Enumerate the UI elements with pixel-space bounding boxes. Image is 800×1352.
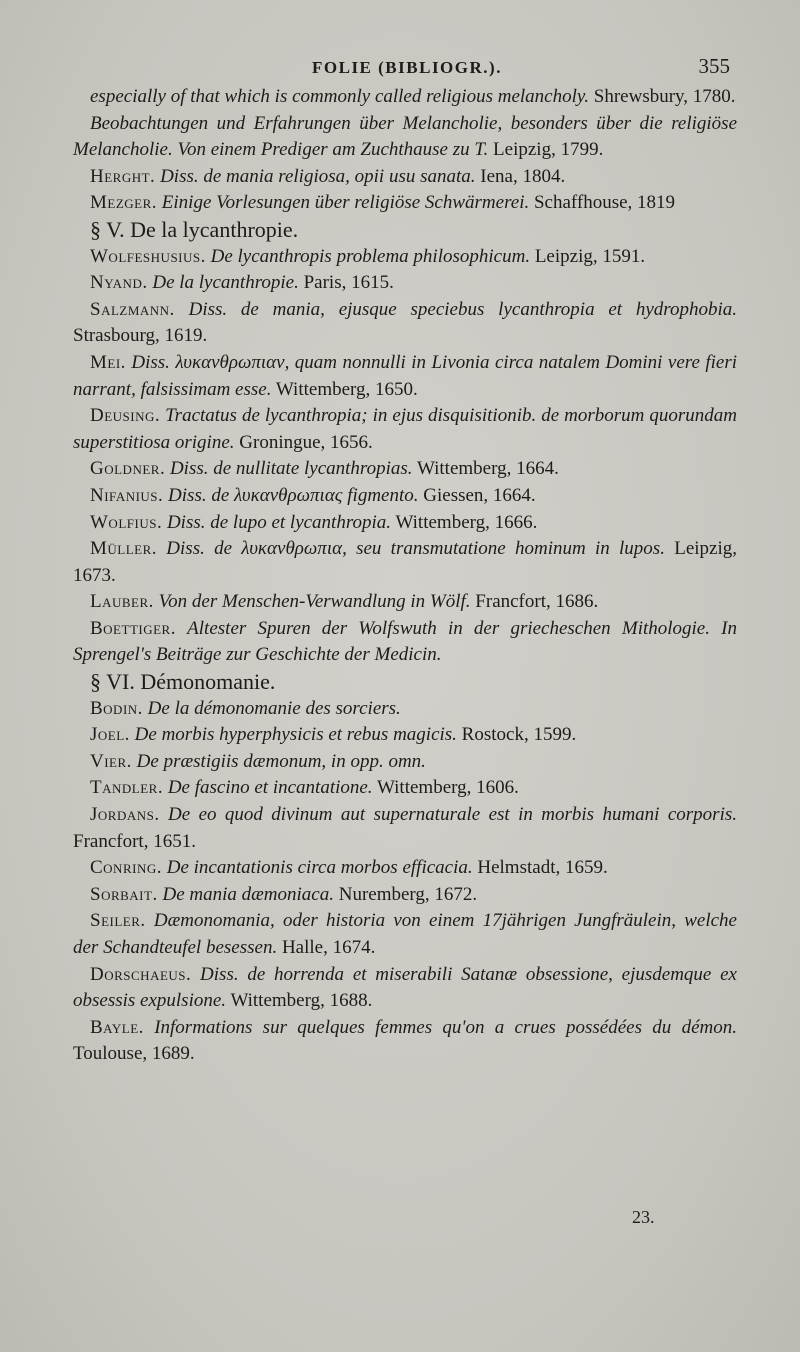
bibliography-entry: [73, 616, 737, 669]
entry-author: Mezger.: [90, 192, 158, 214]
bibliography-entry: [73, 190, 737, 217]
entry-title: De lycanthropis problema philosophicum.: [210, 245, 531, 267]
bibliography-entry: [73, 350, 737, 403]
entry-title: Einige Vorlesungen über religiöse Schwärmerei.: [161, 192, 530, 214]
bibliography-entry: [73, 908, 737, 961]
entry-imprint: Wittemberg, 1666.: [391, 511, 538, 533]
entry-author: Wolfeshusius.: [90, 245, 206, 267]
bibliography-entry: [73, 722, 737, 749]
entry-title: Diss. de λυκανθρωπια, seu transmutatione hominum in lupos.: [166, 538, 665, 560]
entry-imprint: [157, 538, 166, 559]
entry-author: Sorbait.: [90, 883, 158, 905]
entry-title: Diss. de λυκανθρωπιας figmento.: [168, 484, 419, 506]
entry-imprint: Halle, 1674.: [277, 937, 376, 958]
bibliography-entry: [73, 589, 737, 616]
entry-author: Salzmann.: [90, 298, 175, 320]
entry-author: Vier.: [90, 750, 132, 772]
bibliography-entry: [73, 84, 737, 111]
bibliography-entry: [73, 483, 737, 510]
entry-title: Altester Spuren der Wolfswuth in der griecheschen Mithologie. In Sprengel's Beiträge zur Geschichte der Medicin.: [73, 617, 738, 666]
bibliography-entry: [73, 1015, 737, 1068]
bibliography-entry: [73, 749, 737, 776]
signature-mark: 23.: [632, 1207, 655, 1227]
bibliography-entry: [73, 536, 737, 589]
entry-author: Nyand.: [90, 272, 148, 294]
entry-author: Wolfius.: [90, 511, 163, 533]
entry-title: Diss. de mania religiosa, opii usu sanata.: [160, 165, 476, 187]
entry-author: Herght.: [90, 165, 156, 187]
section-5-entries: [73, 244, 737, 670]
entry-imprint: [191, 964, 200, 985]
entry-imprint: Wittemberg, 1650.: [271, 378, 418, 400]
entry-imprint: Leipzig, 1591.: [530, 245, 646, 267]
entry-imprint: Wittemberg, 1606.: [372, 777, 519, 799]
entry-title: Informations sur quelques femmes qu'on a crues possédées du démon.: [154, 1016, 738, 1038]
entry-imprint: Helmstadt, 1659.: [472, 857, 608, 879]
entry-imprint: [176, 618, 187, 639]
entry-author: Bayle.: [90, 1016, 144, 1038]
entry-title: Dæmonomania, oder historia von einem 17jährigen Jungfräulein, welche der Schandteufel besessen.: [73, 910, 737, 958]
entry-imprint: Leipzig, 1799.: [488, 139, 604, 161]
entry-imprint: Toulouse, 1689.: [73, 1043, 195, 1065]
entry-title: Diss. de nullitate lycanthropias.: [169, 458, 413, 480]
entry-imprint: Paris, 1615.: [298, 272, 394, 294]
entry-imprint: Leipzig, 1673.: [73, 538, 737, 586]
entry-author: Mei.: [90, 351, 126, 373]
entry-title: De eo quod divinum aut supernaturale est in morbis humani corporis.: [168, 804, 737, 826]
section-5-heading: § V. De la lycanthropie.: [90, 216, 299, 242]
entry-title: Beobachtungen und Erfahrungen über Melancholie, besonders über die religiöse Melancholie. Von einem Prediger am Zuchthause zu T.: [73, 112, 737, 161]
entry-imprint: Giessen, 1664.: [418, 484, 536, 506]
entry-imprint: Wittemberg, 1688.: [226, 990, 373, 1012]
bibliography-entry: [73, 962, 737, 1015]
bibliography-entry: [73, 882, 737, 909]
section-6-heading: § VI. Démonomanie.: [90, 669, 276, 695]
entry-author: Bodin.: [90, 697, 143, 719]
entry-author: Tandler.: [90, 777, 164, 799]
bibliography-entry: [73, 403, 737, 456]
entry-author: Boettiger.: [90, 617, 176, 639]
entry-imprint: Groningue, 1656.: [234, 431, 373, 453]
running-head: [0, 54, 800, 84]
entry-imprint: [160, 804, 168, 825]
section-6-entries: [73, 696, 737, 1068]
entry-imprint: Shrewsbury, 1780.: [589, 86, 736, 107]
entry-author: Seiler.: [90, 910, 146, 932]
entry-title: Diss. de lupo et lycanthropia.: [166, 511, 392, 533]
bibliography-entry: [73, 297, 737, 350]
entry-imprint: Wittemberg, 1664.: [412, 458, 559, 480]
entry-title: De fascino et incantatione.: [167, 777, 373, 799]
entry-imprint: Rostock, 1599.: [456, 724, 577, 746]
continuation-entries: [73, 84, 737, 217]
bibliography-entry: [73, 510, 737, 537]
entry-title: Von der Menschen-Verwandlung in Wölf.: [158, 591, 471, 613]
entry-title: De morbis hyperphysicis et rebus magicis.: [134, 724, 457, 746]
entry-author: Jordans.: [90, 804, 160, 826]
entry-imprint: [175, 299, 189, 320]
entry-title: especially of that which is commonly called religious melancholy.: [90, 86, 590, 107]
entry-imprint: [144, 1017, 154, 1038]
bibliography-entry: [73, 802, 737, 855]
entry-title: De præstigiis dæmonum, in opp. omn.: [136, 750, 426, 772]
entry-author: Conring.: [90, 857, 162, 879]
bibliography-entry: [73, 270, 737, 297]
bibliography-entry: [73, 775, 737, 802]
entry-title: De mania dæmoniaca.: [162, 883, 334, 905]
entry-imprint: Nuremberg, 1672.: [333, 883, 478, 905]
entry-imprint: Iena, 1804.: [475, 165, 566, 187]
page-number: 355: [698, 54, 730, 78]
entry-imprint: Francfort, 1651.: [73, 830, 196, 852]
entry-author: Nifanius.: [90, 484, 164, 506]
bibliography-entry: [73, 111, 737, 164]
entry-title: Diss. de horrenda et miserabili Satanæ obsessione, ejusdemque ex obsessis expulsione.: [73, 963, 737, 1012]
entry-title: De la démonomanie des sorciers.: [147, 697, 401, 719]
entry-title: Diss. λυκανθρωπιαν, quam nonnulli in Livonia circa natalem Domini vere fieri narrant, falsissimam esse.: [73, 351, 737, 400]
entry-author: Müller.: [90, 538, 158, 560]
bibliography-entry: [73, 244, 737, 271]
entry-imprint: Francfort, 1686.: [470, 591, 599, 613]
entry-author: Deusing.: [90, 405, 161, 427]
entry-author: Lauber.: [90, 591, 154, 613]
entry-title: De la lycanthropie.: [152, 272, 299, 294]
entry-title: De incantationis circa morbos efficacia.: [166, 857, 473, 879]
entry-imprint: Strasbourg, 1619.: [73, 325, 208, 347]
entry-author: Goldner.: [90, 458, 166, 480]
page-body: [73, 84, 737, 1068]
entry-author: Joel.: [90, 724, 130, 746]
bibliography-entry: [73, 855, 737, 882]
bibliography-entry: [73, 164, 737, 191]
running-head-title: FOLIE (BIBLIOGR.).: [312, 58, 502, 77]
entry-title: Diss. de mania, ejusque speciebus lycanthropia et hydrophobia.: [188, 298, 737, 320]
entry-author: Dorschaeus.: [90, 963, 192, 985]
bibliography-entry: [73, 456, 737, 483]
entry-imprint: Schaffhouse, 1819: [529, 192, 676, 214]
bibliography-entry: [73, 696, 737, 723]
entry-title: Tractatus de lycanthropia; in ejus disquisitionib. de morborum quorundam superstitiosa origine.: [73, 405, 738, 453]
entry-imprint: [146, 910, 154, 931]
